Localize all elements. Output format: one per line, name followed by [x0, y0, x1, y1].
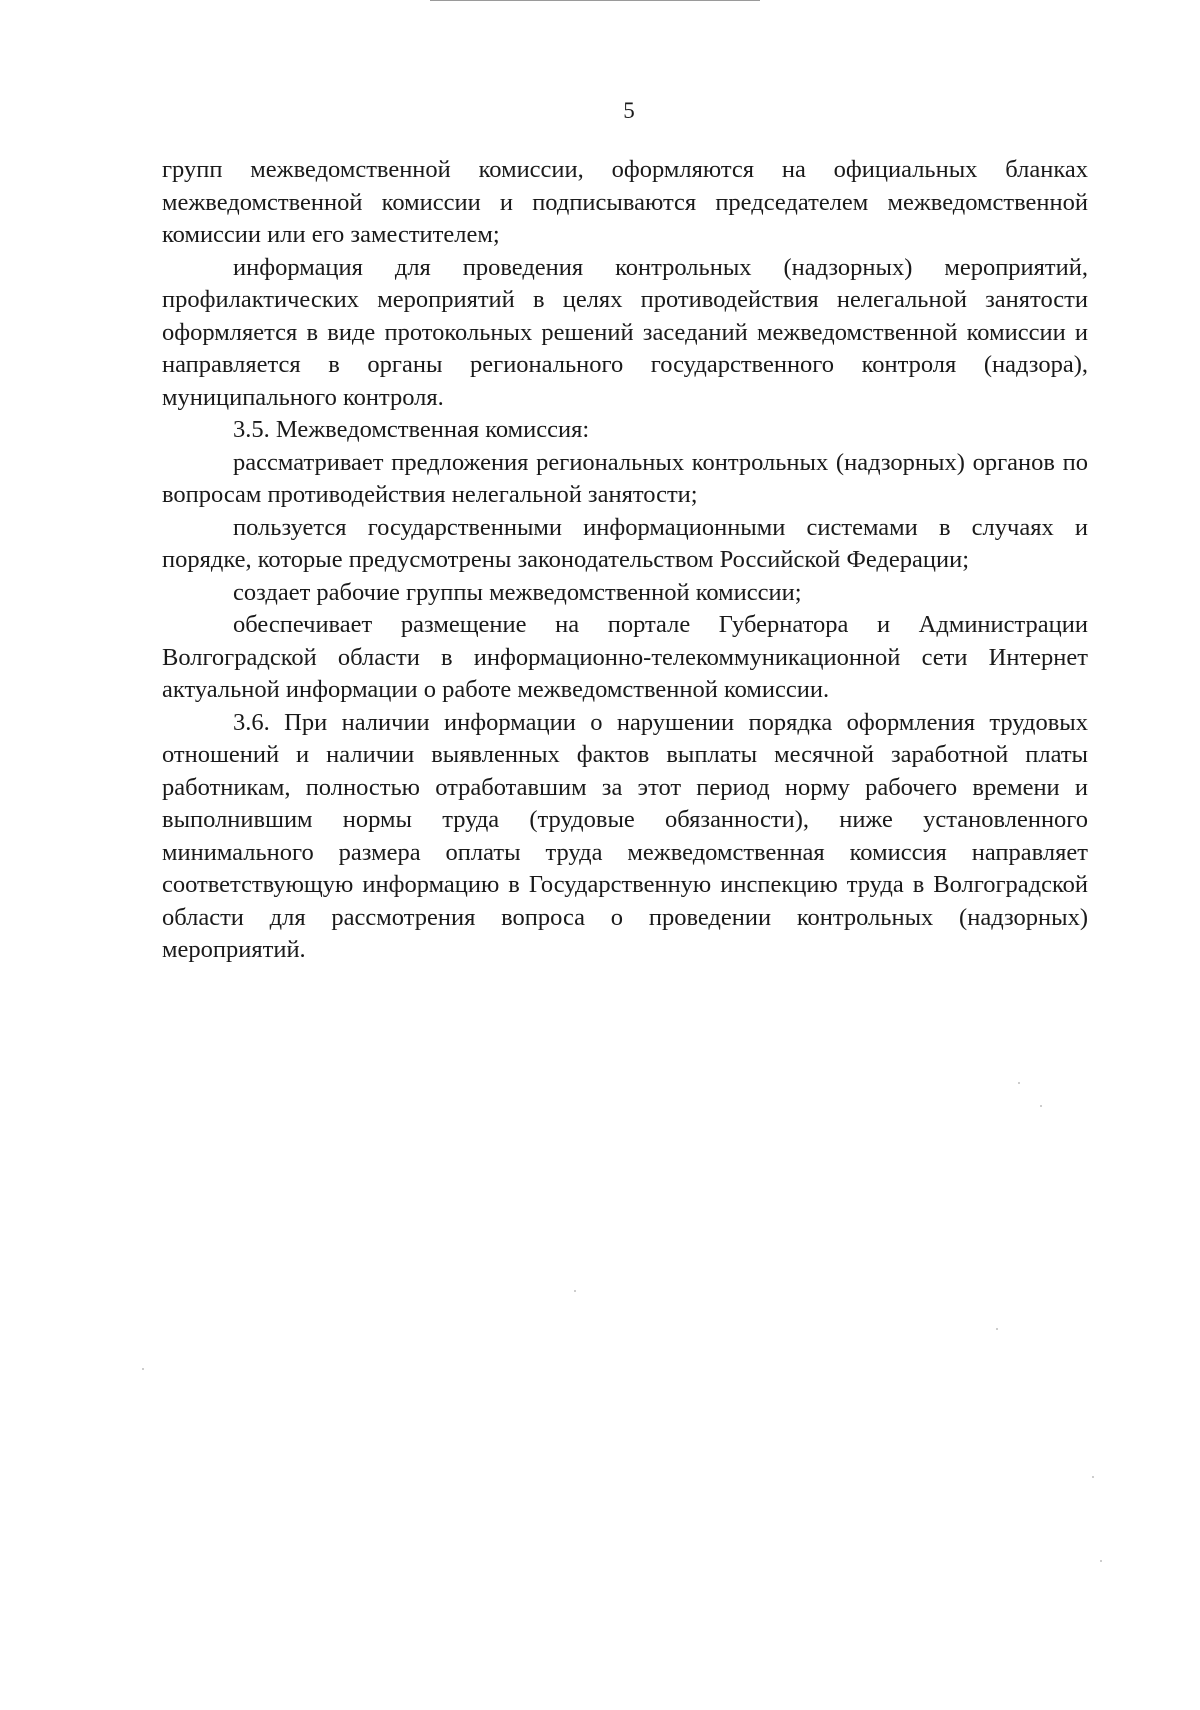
- page-number: 5: [623, 98, 635, 123]
- paragraph-information-format: информация для проведения контрольных (надзорных) мероприятий, профилактических мероприятий в целях противодействия нелегальной занятости оформляется в виде протокольных решений заседаний межведомственной комиссии и направляется в органы регионального государственного контроля (надзора), муниципального контроля.: [162, 253, 1088, 411]
- scan-speck: [142, 1368, 144, 1370]
- paragraph-reviews-proposals: рассматривает предложения региональных контрольных (надзорных) органов по вопросам противодействия нелегальной занятости;: [162, 448, 1088, 508]
- section-heading-3-5: 3.5. Межведомственная комиссия:: [233, 416, 590, 443]
- scan-edge-line: [430, 0, 760, 1]
- scan-speck: [1092, 1476, 1094, 1478]
- document-body: [162, 154, 1088, 967]
- paragraph-continuation: групп межведомственной комиссии, оформляются на официальных бланках межведомственной комиссии и подписываются председателем межведомственной комиссии или его заместителем;: [162, 156, 1088, 248]
- paragraph-uses-systems: пользуется государственными информационными системами в случаях и порядке, которые предусмотрены законодательством Российской Федерации;: [162, 513, 1088, 573]
- paragraph-creates-groups: создает рабочие группы межведомственной комиссии;: [233, 578, 802, 606]
- scan-speck: [996, 1328, 998, 1330]
- section-paragraph-3-6: 3.6. При наличии информации о нарушении порядка оформления трудовых отношений и наличии выявленных фактов выплаты месячной заработной платы работникам, полностью отработавшим за этот период норму рабочего времени и выполнившим нормы труда (трудовые обязанности), ниже установленного минимального размера оплаты труда межведомственная комиссия направляет соответствующую информацию в Государственную инспекцию труда в Волгоградской области для рассмотрения вопроса о проведении контрольных (надзорных) мероприятий.: [162, 708, 1088, 963]
- paragraph-portal-publication: обеспечивает размещение на портале Губернатора и Администрации Волгоградской области в информационно-телекоммуникационной сети Интернет актуальной информации о работе межведомственной комиссии.: [162, 611, 1088, 703]
- scan-speck: [1100, 1560, 1102, 1562]
- scan-speck: [1018, 1082, 1020, 1084]
- scan-speck: [1040, 1105, 1042, 1107]
- scan-speck: [574, 1290, 576, 1292]
